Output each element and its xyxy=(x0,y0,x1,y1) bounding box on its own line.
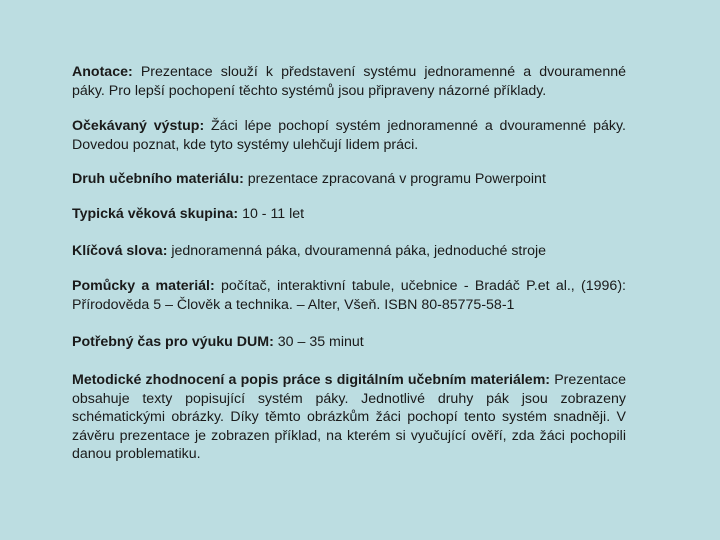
tools-paragraph xyxy=(72,277,626,314)
expected-outcome-paragraph xyxy=(72,117,626,154)
material-type-paragraph xyxy=(72,170,626,189)
time-needed-label: Potřebný čas pro výuku DUM: xyxy=(72,334,274,351)
expected-outcome-label: Očekávaný výstup: xyxy=(72,118,205,135)
age-group-text: 10 - 11 let xyxy=(238,205,305,222)
slide-content xyxy=(72,63,626,483)
keywords-paragraph xyxy=(72,242,626,261)
methodology-paragraph xyxy=(72,371,626,464)
tools-label: Pomůcky a materiál: xyxy=(72,278,215,295)
tools-text: počítač, interaktivní tabule, učebnice - Bradáč P.et al., (1996): Přírodověda 5 – Člověk a technika. – Alter, Všeň. ISBN 80-85775-58-1 xyxy=(72,278,626,313)
time-needed-paragraph xyxy=(72,333,626,352)
methodology-label: Metodické zhodnocení a popis práce s digitálním učebním materiálem: xyxy=(72,371,551,388)
keywords-text: jednoramenná páka, dvouramenná páka, jednoduché stroje xyxy=(167,242,547,259)
annotation-label: Anotace: xyxy=(72,64,133,80)
annotation-text: Prezentace slouží k představení systému jednoramenné a dvouramenné páky. Pro lepší pochopení těchto systémů jsou připraveny názorné příklady. xyxy=(72,64,626,99)
age-group-label: Typická věková skupina: xyxy=(72,205,239,222)
time-needed-text: 30 – 35 minut xyxy=(273,334,364,351)
age-group-paragraph xyxy=(72,205,626,224)
annotation-paragraph xyxy=(72,63,626,100)
expected-outcome-text: Žáci lépe pochopí systém jednoramenné a dvouramenné páky. Dovedou poznat, kde tyto systémy ulehčují lidem práci. xyxy=(72,118,626,153)
material-type-text: prezentace zpracovaná v programu Powerpoint xyxy=(243,171,546,188)
methodology-text: Prezentace obsahuje texty popisující systém páky. Jednotlivé druhy pák jsou zobrazeny schématickými obrázky. Díky těmto obrázkům žáci pochopí tento systém snadněji. V závěru prezentace je zobrazen příklad, na kterém si vyučující ověří, zda žáci pochopili danou problematiku. xyxy=(72,371,626,463)
keywords-label: Klíčová slova: xyxy=(72,242,168,259)
material-type-label: Druh učebního materiálu: xyxy=(72,171,244,188)
